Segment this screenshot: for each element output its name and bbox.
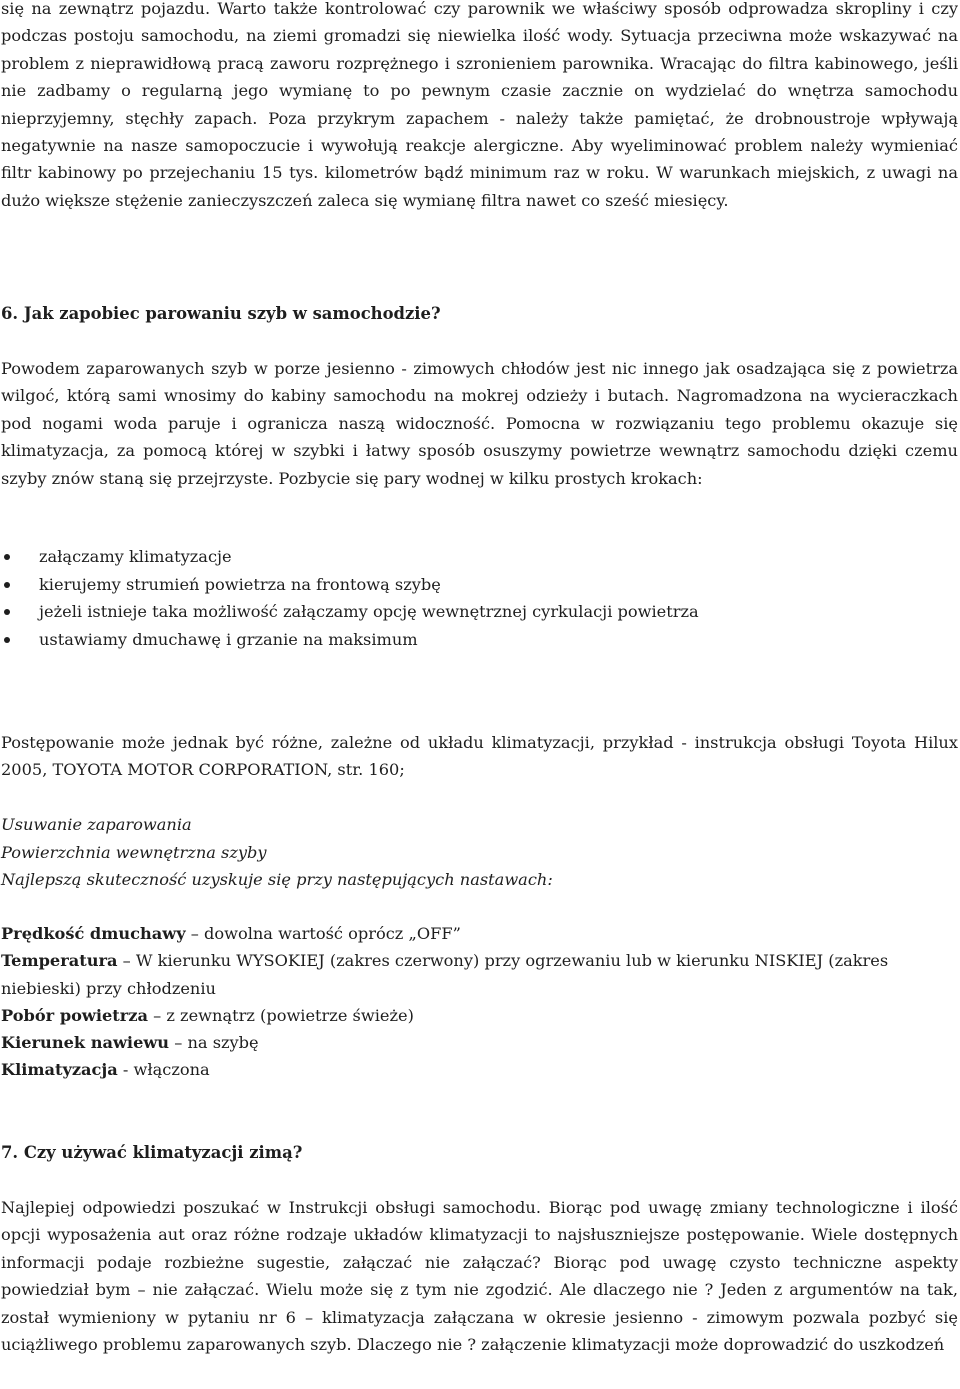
setting-value: – dowolna wartość oprócz „OFF” — [185, 924, 461, 943]
list-item: załączamy klimatyzacje — [1, 543, 958, 571]
section-7-paragraph: Najlepiej odpowiedzi poszukać w Instrukcji obsługi samochodu. Biorąc pod uwagę zmiany technologiczne i ilość opcji wyposażenia aut oraz różne rodzaje układów klimatyzacji to najsłuszniejsze postępowanie. Wiele dostępnych informacji podaje rozbieżne sugestie, załączać nie załączać? Biorąc pod uwagę czysto techniczne aspekty powiedział bym – nie załączać. Wielu może się z tym nie zgodzić. Ale dlaczego nie ? Jeden z argumentów na tak, został wymieniony w pytaniu nr 6 – klimatyzacja załączana w okresie jesienno - zimowym pozwala pozbyć się uciążliwego problemu zaparowanych szyb. Dlaczego nie ? załączenie klimatyzacji może doprowadzić do uszkodzeń — [1, 1198, 958, 1355]
setting-value: – W kierunku WYSOKIEJ (zakres czerwony) przy ogrzewaniu lub w kierunku NISKIEJ (zakres niebieski) przy chłodzeniu — [1, 951, 889, 998]
setting-fan-speed — [1, 920, 958, 947]
setting-label: Pobór powietrza — [1, 1005, 148, 1025]
setting-air-conditioning — [1, 1056, 958, 1083]
setting-label: Klimatyzacja — [1, 1060, 118, 1080]
procedure-paragraph: Postępowanie może jednak być różne, zależne od układu klimatyzacji, przykład - instrukcja obsługi Toyota Hilux 2005, TOYOTA MOTOR CORPORATION, str. 160; — [1, 733, 958, 780]
setting-label: Temperatura — [1, 951, 118, 971]
setting-air-intake — [1, 1002, 958, 1029]
setting-value: - włączona — [117, 1060, 210, 1080]
setting-temperature — [1, 947, 958, 1002]
defog-steps-list — [1, 543, 958, 653]
section-6-heading: 6. Jak zapobiec parowaniu szyb w samochodzie? — [1, 304, 441, 323]
list-item: jeżeli istnieje taka możliwość załączamy opcję wewnętrznej cyrkulacji powietrza — [1, 598, 958, 626]
list-item: ustawiamy dmuchawę i grzanie na maksimum — [1, 626, 958, 654]
setting-airflow-direction — [1, 1029, 958, 1056]
manual-line: Powierzchnia wewnętrzna szyby — [1, 842, 267, 862]
setting-label: Prędkość dmuchawy — [1, 924, 186, 943]
section-6-paragraph: Powodem zaparowanych szyb w porze jesienno - zimowych chłodów jest nic innego jak osadzająca się z powietrza wilgoć, którą sami wnosimy do kabiny samochodu na mokrej odzieży i butach. Nagromadzona na wycieraczkach pod nogami woda paruje i ogranicza naszą widoczność. Pomocna w rozwiązaniu tego problemu okazuje się klimatyzacja, za pomocą której w szybki i łatwy sposób osuszymy powietrze wewnątrz samochodu dzięki czemu szyby znów staną się przejrzyste. Pozbycie się pary wodnej w kilku prostych krokach: — [1, 359, 958, 488]
setting-value: – z zewnątrz (powietrze świeże) — [148, 1005, 414, 1025]
manual-line: Usuwanie zaparowania — [1, 815, 192, 834]
setting-value: – na szybę — [169, 1033, 259, 1053]
recommended-settings — [1, 920, 958, 1084]
setting-label: Kierunek nawiewu — [1, 1033, 170, 1053]
intro-paragraph: się na zewnątrz pojazdu. Warto także kontrolować czy parownik we właściwy sposób odprowadza skropliny i czy podczas postoju samochodu, na ziemi gromadzi się niewielka ilość wody. Sytuacja przeciwna może wskazywać na problem z nieprawidłową pracą zaworu rozprężnego i szronieniem parownika. Wracając do filtra kabinowego, jeśli nie zadbamy o regularną jego wymianę to po pewnym czasie zacznie on wydzielać do wnętrza samochodu nieprzyjemny, stęchły zapach. Poza przykrym zapachem - należy także pamiętać, że drobnoustroje wpływają negatywnie na nasze samopoczucie i wywołują reakcje alergiczne. Aby wyeliminować problem należy wymieniać filtr kabinowy po przejechaniu 15 tys. kilometrów bądź minimum raz w roku. W warunkach miejskich, z uwagi na dużo większe stężenie zanieczyszczeń zaleca się wymianę filtra nawet co sześć miesięcy. — [1, 0, 958, 210]
section-7-heading: 7. Czy używać klimatyzacji zimą? — [1, 1143, 303, 1162]
manual-line: Najlepszą skuteczność uzyskuje się przy następujących nastawach: — [1, 870, 553, 890]
manual-excerpt — [1, 811, 958, 894]
list-item: kierujemy strumień powietrza na frontową szybę — [1, 571, 958, 599]
